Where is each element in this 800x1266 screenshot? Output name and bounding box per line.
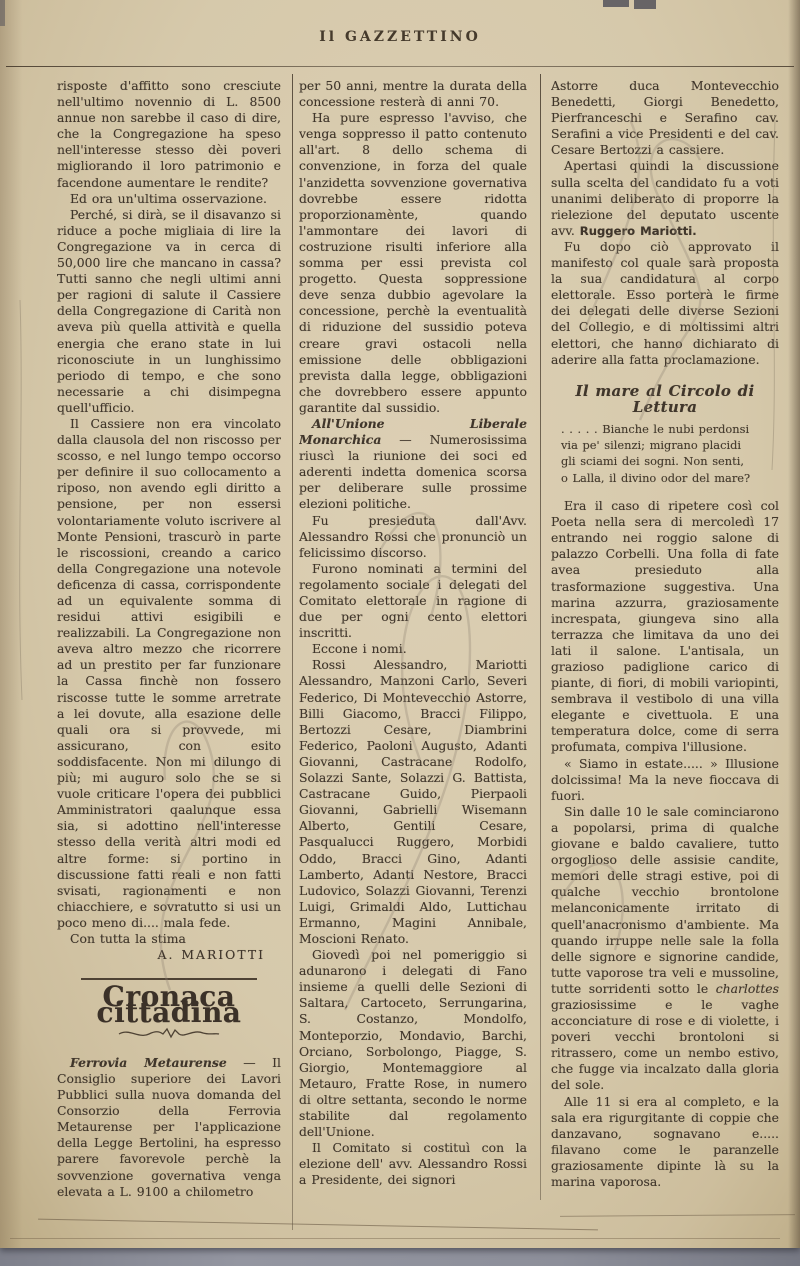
news-item-lead: All'Unione Liberale Monarchica — [299, 415, 527, 448]
paper-left-shadow — [0, 0, 30, 1248]
news-item-text: — Numerosissima riuscì la riunione dei soci ed aderenti indetta domenica scorsa per deliberare sulle prossime elezioni politiche. — [299, 432, 527, 512]
poem-line: . . . . . Bianche le nubi perdonsi — [561, 421, 750, 436]
column-2 — [299, 78, 527, 1238]
news-item-paragraph — [57, 1055, 281, 1200]
article-paragraph: Alle 11 si era al completo, e la sala era rigurgitante di coppie che danzavano, sognavano e..... filavano come le paranzelle graziosamente dipinte là su la marina vaporosa. — [551, 1093, 779, 1189]
news-item-text: — Il Consiglio superiore dei Lavori Pubblici sulla nuova domanda del Consorzio della Ferrovia Metaurense per l'applicazione della Legge Bertolini, ha espresso parere favorevole perchè la sovvenzione governativa venga elevata a L. 9100 a chilometro — [57, 1054, 281, 1199]
column-divider — [292, 74, 293, 1230]
column-1 — [57, 78, 281, 1234]
article-paragraph: Eccone i nomi. — [312, 641, 407, 657]
article-paragraph: Il Comitato si costituì con la elezione dell' avv. Alessandro Rossi a Presidente, dei signori — [299, 1140, 527, 1188]
article-paragraph: Astorre duca Montevecchio Benedetti, Giorgi Benedetto, Pierfranceschi e Serafino cav. Serafini a vice Presidenti e del cav. Cesare Bertozzi a cassiere. — [551, 78, 779, 158]
poem-block — [561, 421, 779, 486]
poem-line: gli sciami dei sogni. Non senti, — [561, 454, 744, 469]
article-paragraph: Era il caso di ripetere così col Poeta nella sera di mercoledì 17 entrando nei roggio salone di palazzo Corbelli. Una folla di fate avea presieduto alla trasformazione suggestiva. Una marina azzurra, graziosamente increspata, giungeva sino alla terrazza che limitava da uno dei lati il salone. L'antisala, un grazioso padiglione carico di piante, di fiori, di mobili variopinti, sembrava il vestibolo di una villa elegante e civettuola. E una temperatura dolce, come di serra profumata, compiva l'illusione. — [551, 498, 779, 755]
letter-closing: Con tutta la stima — [70, 930, 186, 946]
article-paragraph — [551, 804, 779, 1094]
header-rule — [6, 66, 794, 67]
paper-right-shadow — [788, 0, 800, 1248]
column-divider — [540, 74, 541, 1200]
news-item-paragraph — [299, 416, 527, 513]
article-paragraph: Ha pure espresso l'avviso, che venga soppresso il patto contenuto all'art. 8 dello schema di convenzione, in forza del quale l'anzidetta sovvenzione governativa dovrebbe essere ridotta proporzionamènte, quando l'ammontare dei lavori di costruzione risulti inferiore alla somma per essi prevista col progetto. Questa soppressione deve senza dubbio agevolare la concessione, perchè la eventualità di riduzione del sussidio poteva creare gravi ostacoli nella emissione delle obbligazioni prevista dalla legge, obbligazioni che dovrebbero essere appunto garantite dal sussidio. — [299, 110, 527, 415]
article-paragraph: Giovedì poi nel pomeriggio si adunarono i delegati di Fano insieme a quelli delle Sezioni di Saltara, Cartoceto, Serrungarina, S. Costanzo, Mondolfo, Monteporzio, Mondavio, Barchi, Orciano, Sorbolongo, Piagge, S. Giorgio, Montemaggiore al Metauro, Fratte Rose, in numero di oltre settanta, secondo le norme stabilite dal regolamento dell'Unione. — [299, 947, 527, 1140]
section-title: Cronaca cittadina — [96, 979, 242, 1029]
article-text: Apertasi quindi la discussione sulla scelta del candidato fu a voti unanimi deliberato di proporre la rielezione del deputato uscente avv. — [551, 158, 779, 238]
news-item-lead: Ferrovia Metaurense — [70, 1054, 227, 1070]
column-3 — [551, 78, 779, 1208]
article-paragraph: Ed ora un'ultima osservazione. — [70, 190, 267, 206]
article-paragraph: Perché, si dirà, se il disavanzo si riduce a poche migliaia di lire la Congregazione va in cerca di 50,000 lire che mancano in cassa? Tutti sanno che negli ultimi anni per ragioni di salute il Cassiere della Congregazione di Carità non aveva più quella attività e quella energia che erano state in lui riconosciute in un lunghissimo periodo di tempo, e che sono necessarie a chi disimpegna quell'ufficio. — [57, 206, 281, 415]
article-paragraph: per 50 anni, mentre la durata della concessione resterà di anni 70. — [299, 78, 527, 110]
poem-line: via pe' silenzi; migrano placidi — [561, 438, 742, 453]
candidate-name: Ruggero Mariotti. — [579, 223, 697, 238]
delegates-list-paragraph: Rossi Alessandro, Mariotti Alessandro, Manzoni Carlo, Severi Federico, Di Montevecchio Astorre, Billi Giacomo, Bracci Filippo, Bertozzi Cesare, Diambrini Federico, Paoloni Augusto, Adanti Giovanni, Castracane Rodolfo, Solazzi Sante, Solazzi G. Battista, Castracane Guido, Pierpaoli Giovanni, Gabrielli Wisemann Alberto, Gentili Cesare, Pasqualucci Ruggero, Morbidi Oddo, Bracci Gino, Adanti Lamberto, Adanti Nestore, Bracci Ludovico, Solazzi Giovanni, Terenzi Luigi, Grimaldi Aldo, Luttichau Ermanno, Magini Annibale, Moscioni Renato. — [299, 657, 527, 946]
scan-artifact — [603, 0, 629, 7]
article-text: Sin dalle 10 le sale cominciarono a popolarsi, prima di qualche giovane e baldo cavaliere, tutto orgoglioso delle assisie candite, memori delle stragi estive, poi di qualche vecchio brontolone melanconicamente irritato di quell'anacronismo d'ambiente. Ma quando irruppe nelle sale la folla delle signore e signorine candide, tutte vaporose tra veli e mussoline, tutte sorridenti sotto le — [551, 803, 779, 996]
article-paragraph: Fu presieduta dall'Avv. Alessandro Rossi che pronunciò un felicissimo discorso. — [299, 512, 527, 560]
page-fold-line — [10, 1238, 780, 1239]
article-paragraph: « Siamo in estate..... » Illusione dolcissima! Ma la neve fioccava di fuori. — [551, 755, 779, 803]
letter-signature: A. MARIOTTI — [157, 947, 265, 963]
article-paragraph: Furono nominati a termini del regolamento sociale i delegati del Comitato elettorale in ragione di due per ogni cento elettori inscritti. — [299, 560, 527, 641]
poem-line: o Lalla, il divino odor del mare? — [561, 470, 751, 485]
foreign-word: charlottes — [715, 980, 779, 996]
article-paragraph — [551, 158, 779, 238]
article-paragraph: risposte d'affitto sono cresciute nell'ultimo novennio di L. 8500 annue non sarebbe il caso di dire, che la Congregazione ha speso nell'interesse stesso dèi poveri migliorando il loro patrimonio e facendone aumentare le rendite? — [57, 78, 281, 190]
scan-artifact — [0, 0, 5, 26]
article-paragraph: Fu dopo ciò approvato il manifesto col quale sarà proposta la sua candidatura al corpo elettorale. Esso porterà le firme dei delegati delle diverse Sezioni del Collegio, e di moltissimi altri elettori, che hanno dichiarato di aderire alla fatta proclamazione. — [551, 238, 779, 367]
article-title: Il mare al Circolo di Lettura — [575, 381, 755, 416]
article-text: graziosissime e le vaghe acconciature di rose e di violette, i poveri vecchi brontoloni si ritrassero, come un nembo estivo, che fugge via incalzato dalla gloria del sole. — [551, 996, 779, 1093]
scan-artifact — [634, 0, 656, 9]
article-paragraph: Il Cassiere non era vincolato dalla clausola del non riscosso per scosso, e nel lungo tempo occorso per definire il suo collocamento a riposo, non avendo egli diritto a pensione, per non essersi volontariamente voluto iscrivere al Monte Pensioni, trascurò in parte le riscossioni, creando a carico della Congregazione una notevole deficenza di cassa, corrispondente ad un equivalente somma di residui attivi esigibili e realizzabili. La Congregazione non aveva altro mezzo che ricorrere ad un prestito per far funzionare la Cassa finchè non fossero riscosse tutte le somme arretrate a lei dovute, alla esazione delle quali ora si provvede, mi assicurano, con esito soddisfacente. Non mi dilungo di più; mi auguro solo che se si vuole criticare l'opera dei pubblici Amministratori qaalunque essa sia, si adottino nell'interesse stesso della verità altri modi ed altre forme: si portino in discussione fatti reali e non fatti svisati, ragionamenti e non chiacchiere, e sovratutto si usi un poco meno di.... mala fede. — [57, 415, 281, 930]
newspaper-title: Il GAZZETTINO — [319, 29, 481, 45]
